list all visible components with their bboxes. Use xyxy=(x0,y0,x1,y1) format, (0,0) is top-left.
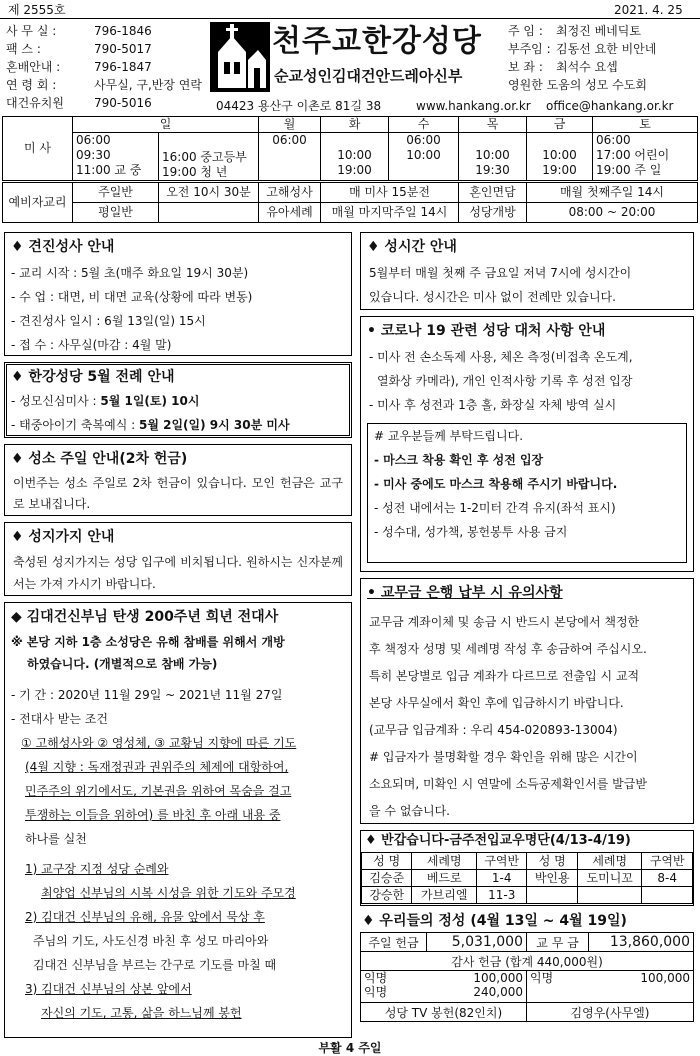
condition-line: 하나를 실천 xyxy=(25,832,87,846)
website-link[interactable]: www.hankang.or.kr xyxy=(416,99,531,113)
line: 있습니다. 성시간은 미사 없이 전례만 있습니다. xyxy=(369,290,616,304)
mass-schedule-table xyxy=(2,116,698,181)
line: - 성수대, 성가책, 봉헌봉투 사용 금지 xyxy=(374,525,568,539)
line: - 미사 중에도 마스크 착용해 주시기 바랍니다. xyxy=(374,477,618,491)
section-title: ♦ 반갑습니다-금주전입교우명단(4/13-4/19) xyxy=(365,833,631,848)
church-logo-icon xyxy=(210,22,270,92)
church-open-label: 성당개방 xyxy=(459,203,527,223)
line: 열화상 카메라), 개인 인적사항 기록 후 성전 입장 xyxy=(377,374,633,388)
condition: - 전대사 받는 조건 xyxy=(11,712,108,726)
line: 5월 1일(토) 10시 xyxy=(100,394,200,408)
section-title: ♦ 성소 주일 안내(2차 헌금) xyxy=(11,451,188,467)
day-header: 수 xyxy=(389,117,459,133)
weekday-class: 평일반 xyxy=(73,203,159,223)
sunday-class: 주일반 xyxy=(73,183,159,203)
anon-donation-2: 익명 100,000 xyxy=(527,971,694,1003)
th: 성 명 xyxy=(362,853,412,870)
section-title: ♦ 견진성사 안내 xyxy=(11,239,115,255)
vocation-section xyxy=(4,444,352,516)
footer-liturgical-day: 부활 4 주일 xyxy=(318,1041,382,1055)
item-2-detail: 주님의 기도, 사도신경 바친 후 성모 마리아와 xyxy=(33,934,269,948)
wed-mass: 06:00 10:00 xyxy=(389,133,459,181)
offering-table xyxy=(360,932,694,1022)
section-title: ♦ 성지가지 안내 xyxy=(11,529,115,545)
item-1-detail: 최양업 신부님의 시복 시성을 위한 기도와 주모경 xyxy=(41,886,296,900)
church-title: 천주교한강성당 xyxy=(272,24,482,59)
day-header: 월 xyxy=(259,117,321,133)
note: ※ 본당 지하 1층 소성당은 유해 참배를 위해서 개방 xyxy=(11,635,285,649)
line: 5월부터 매월 첫째 주 금요일 저녁 7시에 성시간이 xyxy=(369,266,632,280)
thu-mass: 10:00 19:30 xyxy=(459,133,527,181)
th: 세례명 xyxy=(412,853,477,870)
palm-section xyxy=(4,522,352,596)
item-2-detail: 김대건 신부님을 부르는 간구로 기도를 마칠 때 xyxy=(33,958,277,972)
day-header: 일 xyxy=(73,117,259,133)
issue-date: 2021. 4. 25 xyxy=(614,3,683,17)
mon-mass: 06:00 xyxy=(259,133,321,181)
bank-section xyxy=(360,578,694,824)
item-2: 2) 김대건 신부님의 유해, 유물 앞에서 묵상 후 xyxy=(25,910,265,924)
section-title: ♦ 한강성당 5월 전례 안내 xyxy=(11,369,175,385)
line: 후 책정자 성명 및 세례명 작성 후 송금하여 주십시오. xyxy=(369,642,647,656)
condition-line: ① 고해성사와 ② 영성체, ③ 교황님 지향에 따른 기도 xyxy=(21,736,297,750)
office-info: 사 무 실 : 796-1846 팩 스 : 790-5017 혼배안내 : 796-1847 연 령 회 : 사무실, 구,반장 연락 대건유치원 790-5016 xyxy=(6,24,202,110)
confession-time: 매 미사 15분전 xyxy=(321,183,459,203)
th: 세례명 xyxy=(577,853,642,870)
day-header: 금 xyxy=(527,117,593,133)
condition-line: (4월 지향 : 독재정권과 권위주의 체제에 대항하여, xyxy=(25,760,289,774)
header-rule xyxy=(0,18,700,19)
tv-donation: 성당 TV 봉헌(82인치) xyxy=(361,1003,527,1022)
issue-number: 제 2555호 xyxy=(8,3,66,17)
sacrament-table xyxy=(2,182,698,223)
newcomer-table xyxy=(361,852,693,904)
line: 특히 본당별로 입금 계좌가 다르므로 전출입 시 교적 xyxy=(369,669,640,683)
may-liturgy-section xyxy=(4,362,352,438)
sun-mass-a: 06:00 09:30 11:00 교 중 xyxy=(73,133,159,181)
line: - 태중아이기 축복예식 : xyxy=(11,418,139,432)
staff-info: 주 임 : 최정진 베네딕토 부주임 : 김동선 요한 비안네 보 좌 : 최석수 요셉 영원한 도움의 성모 수도회 xyxy=(508,24,657,92)
section-title: ♦ 성시간 안내 xyxy=(367,239,457,255)
day-header: 목 xyxy=(459,117,527,133)
marriage-label: 혼인면담 xyxy=(459,183,527,203)
line: # 교우분들께 부탁드립니다. xyxy=(374,429,524,443)
th: 성 명 xyxy=(527,853,577,870)
th: 구역반 xyxy=(642,853,693,870)
baptism-label: 유아세례 xyxy=(259,203,321,223)
day-header: 화 xyxy=(321,117,389,133)
tue-mass: 10:00 19:00 xyxy=(321,133,389,181)
thanks-total: 감사 헌금 (합계 440,000원) xyxy=(361,952,694,971)
church-open-time: 08:00 ~ 20:00 xyxy=(527,203,698,223)
weekday-class-time xyxy=(159,203,259,223)
covid-section xyxy=(360,316,694,572)
jubilee-section xyxy=(4,602,352,1038)
item-1: 1) 교구장 지정 성당 순례와 xyxy=(25,862,169,876)
line: - 수 업 : 대면, 비 대면 교육(상황에 따라 변동) xyxy=(11,290,253,304)
sat-mass: 06:00 17:00 어린이 19:00 주 일 xyxy=(593,133,698,181)
fri-mass: 10:00 19:00 xyxy=(527,133,593,181)
condition-line: 민주주의 위기에서도, 기본권을 위하여 목숨을 걸고 xyxy=(25,784,292,798)
line: # 입금자가 불명확할 경우 확인을 위해 많은 시간이 xyxy=(369,750,638,764)
sunday-offering-label: 주일 헌금 xyxy=(361,933,427,952)
line: - 성모신심미사 : xyxy=(11,394,101,408)
email-link[interactable]: office@hankang.or.kr xyxy=(546,99,674,113)
baptism-time: 매월 마지막주일 14시 xyxy=(321,203,459,223)
line: - 접 수 : 사무실(마감 : 4월 말) xyxy=(11,338,172,352)
day-header: 토 xyxy=(593,117,698,133)
sunday-class-time: 오전 10시 30분 xyxy=(159,183,259,203)
sun-mass-b: 16:00 중고등부 19:00 청 년 xyxy=(159,133,259,181)
item-3-detail: 자신의 기도, 고통, 삶을 하느님께 봉헌 xyxy=(41,1006,242,1020)
th: 구역반 xyxy=(476,853,526,870)
confession-label: 고해성사 xyxy=(259,183,321,203)
item-3: 3) 김대건 신부님의 상본 앞에서 xyxy=(25,982,192,996)
line: - 성전 내에서는 1-2미터 간격 유지(좌석 표시) xyxy=(374,501,616,515)
address: 04423 용산구 이촌로 81길 38 xyxy=(216,99,382,113)
confirmation-section xyxy=(4,232,352,356)
holy-hour-section xyxy=(360,232,694,310)
mass-label: 미 사 xyxy=(3,117,73,181)
line: - 미사 전 손소독제 사용, 체온 측정(비접촉 온도계, xyxy=(369,350,633,364)
tithe-value: 13,860,000 xyxy=(589,933,694,952)
condition-line: 투쟁하는 이들을 위하여) 를 바친 후 아래 내용 중 xyxy=(25,808,281,822)
line: 을 수 없습니다. xyxy=(369,804,450,818)
table-row: 김승준 베드로 1-4 박인용 도미니꼬 8-4 xyxy=(362,870,693,887)
section-body: 이번주는 성소 주일로 2차 헌금이 있습니다. 모인 헌금은 교구로 보내집니다. xyxy=(13,476,343,511)
church-subtitle: 순교성인김대건안드레아신부 xyxy=(274,67,463,85)
section-body: 축성된 성지가지는 성당 입구에 비치됩니다. 원하시는 신자분께서는 가져 가시기 바랍니다. xyxy=(13,555,343,591)
sunday-offering-value: 5,031,000 xyxy=(427,933,527,952)
welcome-section xyxy=(360,830,694,906)
catechism-label: 예비자교리 xyxy=(3,183,73,223)
line: - 마스크 착용 확인 후 성전 입장 xyxy=(374,453,544,467)
line: 5월 2일(일) 9시 30분 미사 xyxy=(138,418,290,432)
line: (교무금 입금계좌 : 우리 454-020893-13004) xyxy=(369,723,618,737)
line: 본당 사무실에서 확인 후에 입금하시기 바랍니다. xyxy=(369,696,624,710)
note: 하였습니다. (개별적으로 참배 가능) xyxy=(27,657,218,671)
tithe-label: 교 무 금 xyxy=(527,933,589,952)
section-title: • 교무금 은행 납부 시 유의사항 xyxy=(367,585,563,601)
section-title: • 코로나 19 관련 성당 대처 사항 안내 xyxy=(367,323,606,339)
offering-title: ♦ 우리들의 정성 (4월 13일 ~ 4월 19일) xyxy=(362,913,627,929)
line: - 교리 시작 : 5월 초(매주 화요일 19시 30분) xyxy=(11,266,249,280)
line: 소요되며, 미확인 시 연말에 소득공제확인서를 발급받 xyxy=(369,777,647,791)
table-row: 강승한 가브리엘 11-3 xyxy=(362,887,693,904)
request-box xyxy=(367,423,687,563)
tv-donor: 김영우(사무엘) xyxy=(527,1003,694,1022)
line: - 견진성사 일시 : 6월 13일(일) 15시 xyxy=(11,314,206,328)
line: 교무금 계좌이체 및 송금 시 반드시 본당에서 책정한 xyxy=(369,615,640,629)
section-title: ◆ 김대건신부님 탄생 200주년 희년 전대사 xyxy=(11,609,279,625)
period: - 기 간 : 2020년 11월 29일 ~ 2021년 11월 27일 xyxy=(11,688,283,702)
anon-donations: 익명 100,000 익명 240,000 xyxy=(361,971,527,1003)
marriage-time: 매월 첫째주일 14시 xyxy=(527,183,698,203)
line: - 미사 후 성전과 1층 홀, 화장실 자체 방역 실시 xyxy=(369,398,617,412)
